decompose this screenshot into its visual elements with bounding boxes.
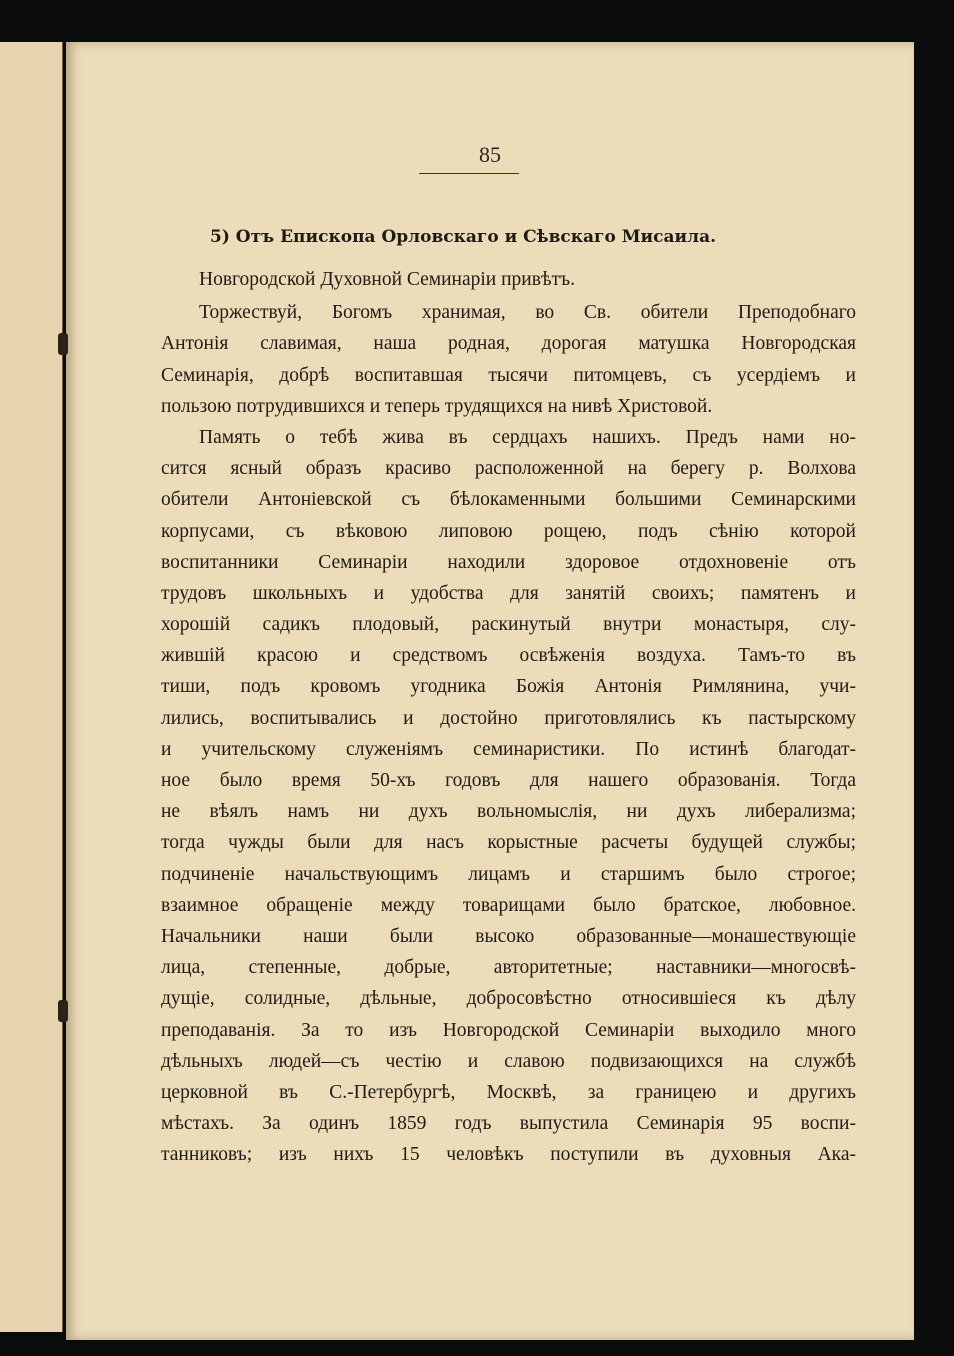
text-line: лица, степенные, добрые, авторитетные; наставники—многосвѣ-: [161, 957, 856, 979]
text-line: церковной въ С.-Петербургѣ, Москвѣ, за границею и другихъ: [161, 1081, 856, 1103]
text-line: Торжествуй, Богомъ хранимая, во Св. обители Преподобнаго: [199, 302, 856, 324]
text-line: взаимное обращеніе между товарищами было братское, любовное.: [161, 894, 856, 916]
text-line: и учительскому служеніямъ семинаристики. По истинѣ благодат-: [161, 738, 856, 760]
letter-heading: 5) Отъ Епископа Орловскаго и Сѣвскаго Мисаила.: [210, 227, 717, 247]
text-line: Начальники наши были высоко образованные—монашествующіе: [161, 925, 856, 947]
page-number-rule: [419, 173, 519, 174]
book-page: [66, 42, 914, 1340]
text-line: не вѣялъ намъ ни духъ вольномыслія, ни духъ либерализма;: [161, 801, 856, 823]
text-line: мѣстахъ. За одинъ 1859 годъ выпустила Семинарія 95 воспи-: [161, 1113, 856, 1135]
text-line: лились, воспитывались и достойно приготовлялись къ пастырскому: [161, 707, 856, 729]
text-line: трудовъ школьныхъ и удобства для занятій своихъ; памятенъ и: [161, 582, 856, 604]
text-line: воспитанники Семинаріи находили здоровое отдохновеніе отъ: [161, 551, 856, 573]
text-line: тогда чужды были для насъ корыстные расчеты будущей службы;: [161, 832, 856, 854]
paragraph-1: [161, 297, 856, 422]
text-line: дущіе, солидные, дѣльные, добросовѣстно относившіеся къ дѣлу: [161, 988, 856, 1010]
paragraph-2: [161, 422, 856, 1171]
salutation: Новгородской Духовной Семинаріи привѣтъ.: [199, 269, 576, 290]
text-line: дѣльныхъ людей—съ честію и славою подвизающихся на службѣ: [161, 1050, 856, 1072]
text-line: Антонія славимая, наша родная, дорогая матушка Новгородская: [161, 333, 856, 355]
binding-mark: [58, 333, 68, 355]
text-line: сится ясный образъ красиво расположенной на берегу р. Волхова: [161, 458, 856, 480]
text-line: корпусами, съ вѣковою липовою рощею, подъ сѣнію которой: [161, 520, 856, 542]
text-line: Семинарія, добрѣ воспитавшая тысячи питомцевъ, съ усердіемъ и: [161, 364, 856, 386]
text-line: подчиненіе начальствующимъ лицамъ и старшимъ было строгое;: [161, 863, 856, 885]
previous-page-edge: [0, 42, 63, 1332]
text-line: хорошій садикъ плодовый, раскинутый внутри монастыря, слу-: [161, 614, 856, 636]
text-line: ное было время 50-хъ годовъ для нашего образованія. Тогда: [161, 770, 856, 791]
text-line: Память о тебѣ жива въ сердцахъ нашихъ. Предъ нами но-: [199, 426, 856, 448]
text-line: жившій красою и средствомъ освѣженія воздуха. Тамъ-то въ: [161, 645, 856, 667]
letter-body: [161, 264, 856, 1170]
text-line: обители Антоніевской съ бѣлокаменными большими Семинарскими: [161, 489, 856, 511]
text-line: тиши, подъ кровомъ угодника Божія Антонія Римлянина, учи-: [161, 676, 856, 698]
page-number: 85: [479, 142, 501, 167]
text-line: пользою потрудившихся и теперь трудящихся на нивѣ Христовой.: [161, 395, 713, 417]
text-line: танниковъ; изъ нихъ 15 человѣкъ поступили въ духовныя Ака-: [161, 1144, 856, 1166]
text-line: преподаванія. За то изъ Новгородской Семинаріи выходило много: [161, 1019, 856, 1041]
binding-mark: [58, 1000, 68, 1022]
